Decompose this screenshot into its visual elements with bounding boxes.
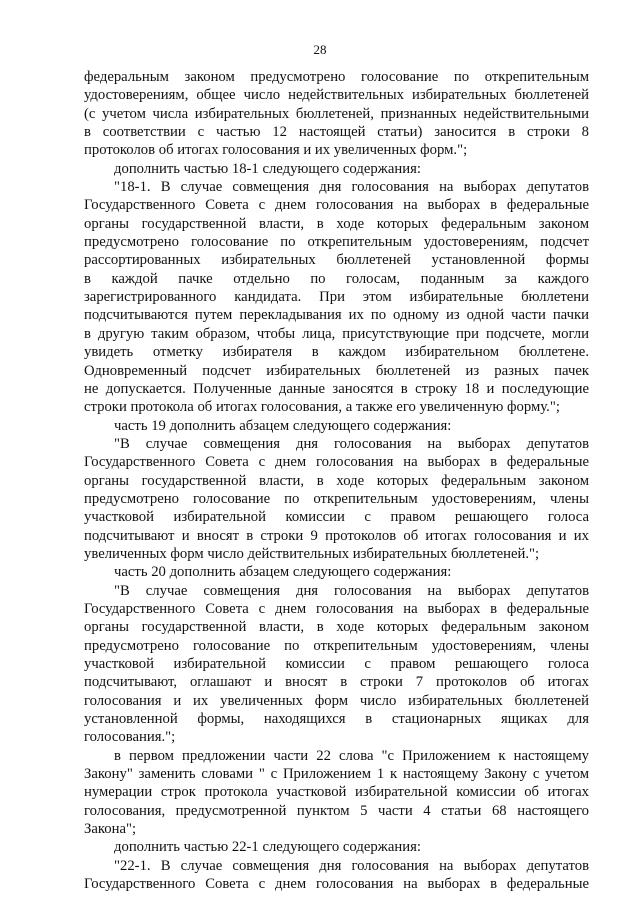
text-line: органы государственной власти, в ходе которых федеральным законом: [84, 215, 589, 232]
text-line: подсчитывают, оглашают и вносят в строки 7 протоколов об итогах: [84, 674, 589, 691]
text-line: Закона";: [84, 821, 137, 838]
text-line: органы государственной власти, в ходе которых федеральным законом: [84, 619, 589, 636]
text-line: Государственного Совета с днем голосования на выборах в федеральные: [84, 454, 589, 471]
page-number: 28: [313, 42, 327, 57]
text-line: нумерации строк протокола участковой избирательной комиссии об итогах: [84, 784, 589, 801]
text-line: подсчитывают и вносят в строки 9 протоколов об итогах голосования и их: [84, 527, 589, 544]
text-line: Государственного Совета с днем голосования на выборах в федеральные: [84, 600, 589, 617]
text-line: увеличенных форм число действительных избирательных бюллетеней.";: [84, 545, 540, 562]
text-line: в каждой пачке отдельно по голосам, поданным за каждого: [84, 270, 589, 287]
text-line: участковой избирательной комиссии с правом решающего голоса: [84, 509, 589, 526]
text-line: дополнить частью 18-1 следующего содержания:: [114, 160, 421, 177]
text-line: подсчитываются путем перекладывания их по одному из одной части пачки: [84, 307, 589, 324]
text-line: голосования и их увеличенных форм число избирательных бюллетеней: [84, 692, 589, 709]
text-line: установленной формы, находящихся в стационарных ящиках для: [84, 711, 589, 728]
document-body: [84, 68, 589, 893]
text-line: предусмотрено голосование по открепительным удостоверениям, подсчет: [84, 234, 589, 251]
text-line: "18-1. В случае совмещения дня голосования на выборах депутатов: [114, 179, 589, 196]
text-line: в другую таким образом, чтобы лица, присутствующие при подсчете, могли: [84, 325, 589, 342]
text-line: увидеть отметку избирателя в каждом избирательном бюллетене.: [84, 344, 589, 361]
text-line: предусмотрено голосование по открепительным удостоверениям, члены: [84, 637, 589, 654]
text-line: голосования, предусмотренной пунктом 5 части 4 статьи 68 настоящего: [84, 802, 589, 819]
text-line: Государственного Совета с днем голосования на выборах в федеральные: [84, 197, 589, 214]
text-line: Одновременный подсчет избирательных бюллетеней из разных пачек: [84, 362, 589, 379]
text-line: строки протокола об итогах голосования, а также его увеличенную форму.";: [84, 399, 560, 416]
text-line: голосования.";: [84, 729, 176, 746]
text-line: (с учетом числа избирательных бюллетеней, признанных недействительными: [84, 105, 589, 122]
text-line: удостоверениям, общее число недействительных избирательных бюллетеней: [84, 87, 589, 104]
text-line: протоколов об итогах голосования и их увеличенных форм.";: [84, 142, 468, 159]
text-line: часть 20 дополнить абзацем следующего содержания:: [114, 564, 452, 581]
text-line: часть 19 дополнить абзацем следующего содержания:: [114, 417, 452, 434]
text-line: "22-1. В случае совмещения дня голосования на выборах депутатов: [114, 857, 589, 874]
text-line: органы государственной власти, в ходе которых федеральным законом: [84, 472, 589, 489]
text-line: предусмотрено голосование по открепительным удостоверениям, члены: [84, 490, 589, 507]
text-line: Государственного Совета с днем голосования на выборах в федеральные: [84, 876, 589, 893]
text-line: в первом предложении части 22 слова "с Приложением к настоящему: [114, 747, 589, 764]
text-line: в соответствии с частью 12 настоящей статьи) заносится в строки 8: [84, 124, 589, 141]
text-line: зарегистрированного кандидата. При этом избирательные бюллетени: [84, 289, 589, 306]
text-line: участковой избирательной комиссии с правом решающего голоса: [84, 656, 589, 672]
text-line: "В случае совмещения дня голосования на выборах депутатов: [114, 435, 589, 452]
text-line: Закону" заменить словами " с Приложением 1 к настоящему Закону с учетом: [84, 766, 589, 783]
text-line: не допускается. Полученные данные заносятся в строку 18 и последующие: [84, 380, 589, 397]
text-line: федеральным законом предусмотрено голосование по открепительным: [84, 69, 589, 85]
text-line: "В случае совмещения дня голосования на выборах депутатов: [114, 582, 589, 599]
text-line: рассортированных избирательных бюллетеней установленной формы: [84, 252, 589, 269]
text-line: дополнить частью 22-1 следующего содержания:: [114, 839, 421, 856]
